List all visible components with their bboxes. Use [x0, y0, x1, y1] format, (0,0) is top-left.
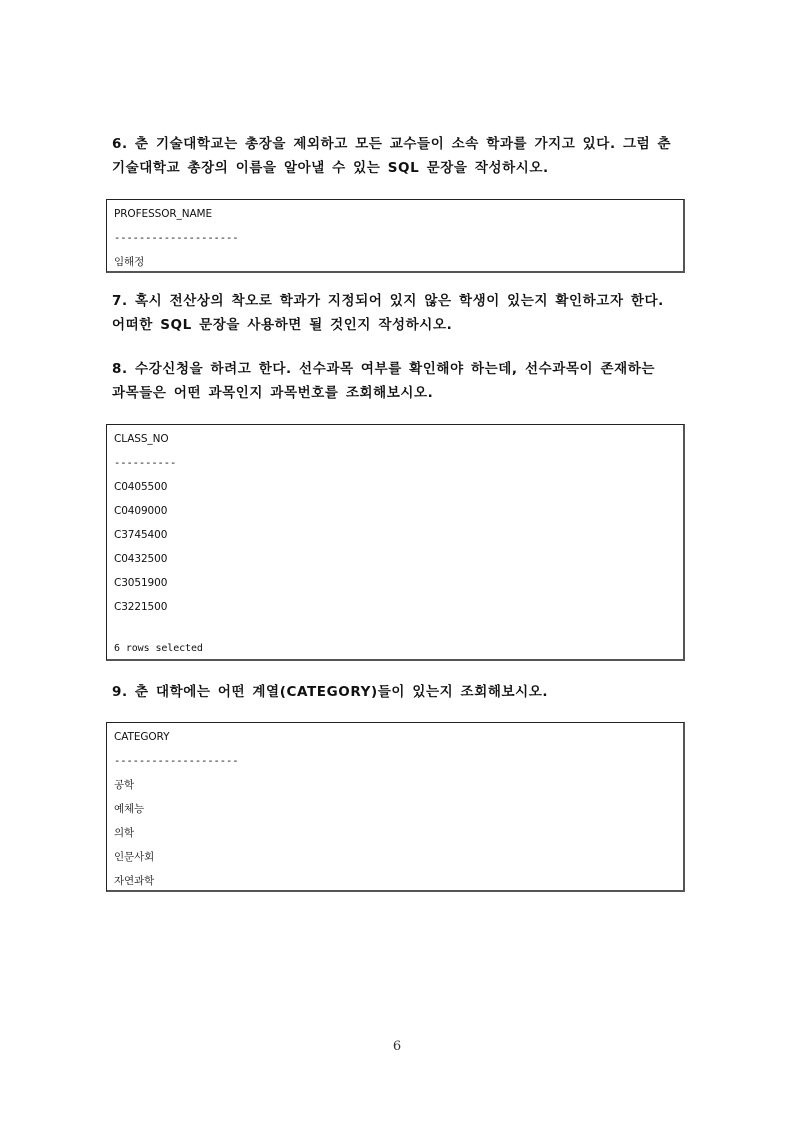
question-8 — [112, 357, 682, 405]
result-box-class-no — [106, 424, 685, 661]
result-separator: ---------- — [114, 457, 177, 469]
page-number: 6 — [392, 1039, 402, 1054]
result-header: PROFESSOR_NAME — [114, 208, 213, 220]
question-7-line-1: 7. 혹시 전산상의 착오로 학과가 지정되어 있지 않은 학생이 있는지 확인하고자 한다. — [112, 293, 664, 309]
result-header: CATEGORY — [114, 731, 170, 743]
result-footer: 6 rows selected — [114, 643, 203, 654]
result-box-professor-name — [106, 199, 685, 273]
question-6-line-1: 6. 춘 기술대학교는 총장을 제외하고 모든 교수들이 소속 학과를 가지고 있다. 그럼 춘 — [112, 136, 672, 152]
result-row: 임해정 — [114, 256, 145, 268]
question-6-line-2: 기술대학교 총장의 이름을 알아낼 수 있는 SQL 문장을 작성하시오. — [112, 160, 549, 176]
question-7 — [112, 289, 682, 337]
result-row: C0432500 — [114, 553, 168, 565]
question-9-line-1: 9. 춘 대학에는 어떤 계열(CATEGORY)들이 있는지 조회해보시오. — [112, 684, 549, 700]
result-separator: -------------------- — [114, 755, 239, 767]
result-header: CLASS_NO — [114, 433, 169, 445]
question-9 — [112, 680, 682, 704]
blank-line — [114, 619, 683, 637]
result-box-category — [106, 722, 685, 892]
result-row: C3745400 — [114, 529, 168, 541]
result-row: C0405500 — [114, 481, 168, 493]
result-row: C3051900 — [114, 577, 168, 589]
question-7-line-2: 어떠한 SQL 문장을 사용하면 될 것인지 작성하시오. — [112, 317, 453, 333]
result-row: C3221500 — [114, 601, 168, 613]
question-8-line-1: 8. 수강신청을 하려고 한다. 선수과목 여부를 확인해야 하는데, 선수과목이 존재하는 — [112, 361, 656, 377]
question-6 — [112, 132, 682, 180]
result-row: 인문사회 — [114, 851, 155, 863]
result-row: 의학 — [114, 827, 135, 839]
result-row: 자연과학 — [114, 875, 155, 887]
result-row: 공학 — [114, 779, 135, 791]
question-8-line-2: 과목들은 어떤 과목인지 과목번호를 조회해보시오. — [112, 385, 434, 401]
result-row: C0409000 — [114, 505, 168, 517]
result-row: 예체능 — [114, 803, 145, 815]
result-separator: -------------------- — [114, 232, 239, 244]
